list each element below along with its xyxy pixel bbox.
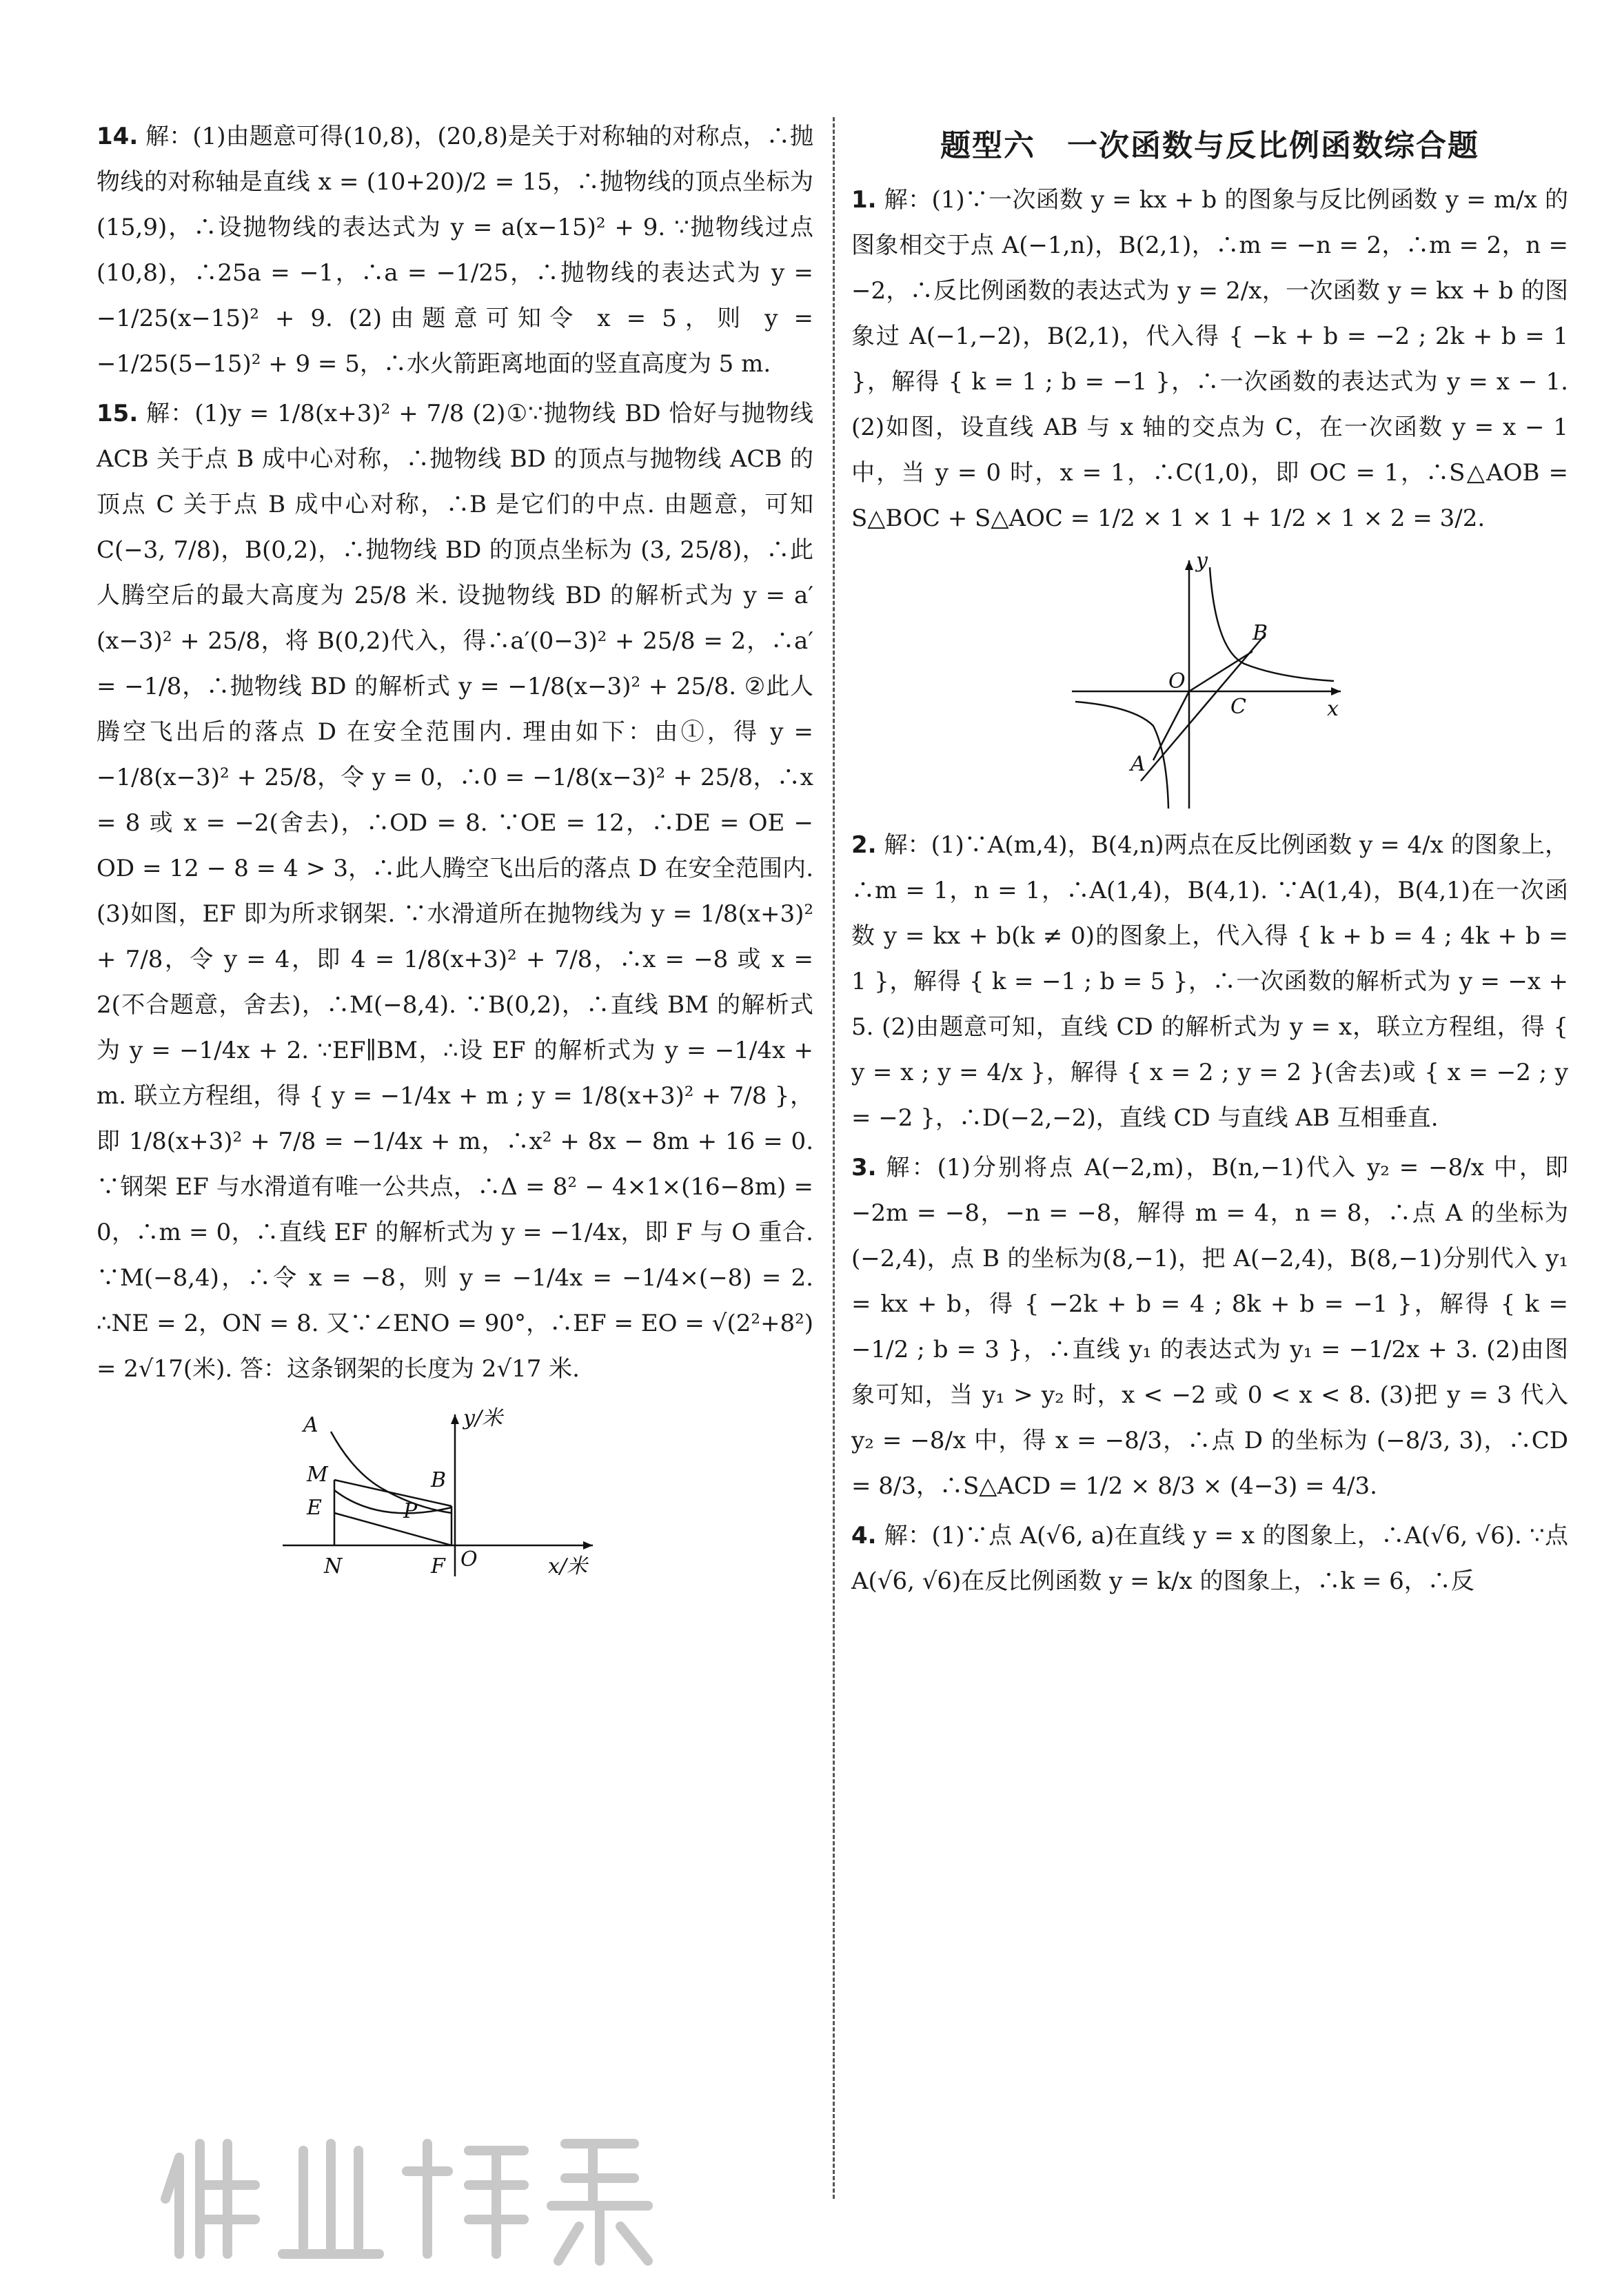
label-m: M xyxy=(307,1463,328,1487)
label-a: A xyxy=(303,1413,318,1437)
label-b: B xyxy=(1253,621,1268,645)
left-column xyxy=(97,114,813,1590)
problem-number: 14. xyxy=(97,123,139,150)
problem-text: 解：(1)∵点 A(√6, a)在直线 y = x 的图象上，∴A(√6, √6). ∵点 A(√6, √6)在反比例函数 y = k/x 的图象上，∴k = 6，∴反 xyxy=(851,1522,1568,1595)
problem-number: 2. xyxy=(851,831,877,859)
problem-4 xyxy=(851,1513,1568,1604)
problem-text: 解：(1)y = 1/8(x+3)² + 7/8 (2)①∵抛物线 BD 恰好与抛物线 ACB 关于点 B 成中心对称，∴抛物线 BD 的顶点与抛物线 ACB 的顶点 C 关于点 B 成中心对称，∴B 是它们的中点. 由题意，可知 C(−3, 7/8)，B(0,2)，∴抛物线 BD 的顶点坐标为 (3, 25/8)，∴此人腾空后的最大高度为 25/8 米. 设抛物线 BD 的解析式为 y = a′(x−3)² + 25/8，将 B(0,2)代入，得∴a′(0−3)² + 25/8 = 2，∴a′ = −1/8，∴抛物线 BD 的解析式 y = −1/8(x−3)² + 25/8. ②此人腾空飞出后的落点 D 在安全范围内. 理由如下：由①，得 y = −1/8(x−3)² + 25/8，令 y = 0，∴0 = −1/8(x−3)² + 25/8，∴x = 8 或 x = −2(舍去)，∴OD = 8. ∵OE = 12，∴DE = OE − OD = 12 − 8 = 4 > 3，∴此人腾空飞出后的落点 D 在安全范围内. (3)如图，EF 即为所求钢架. ∵水滑道所在抛物线为 y = 1/8(x+3)² + 7/8，令 y = 4，即 4 = 1/8(x+3)² + 7/8，∴x = −8 或 x = 2(不合题意，舍去)，∴M(−8,4). ∵B(0,2)，∴直线 BM 的解析式为 y = −1/4x + 2. ∵EF∥BM，∴设 EF 的解析式为 y = −1/4x + m. 联立方程组，得 { y = −1/4x + m ; y = 1/8(x+3)² + 7/8 }，即 1/8(x+3)² + 7/8 = −1/4x + m，∴x² + 8x − 8m + 16 = 0. ∵钢架 EF 与水滑道有唯一公共点，∴Δ = 8² − 4×1×(16−8m) = 0，∴m = 0，∴直线 EF 的解析式为 y = −1/4x，即 F 与 O 重合. ∵M(−8,4)，∴令 x = −8，则 y = −1/4x = −1/4×(−8) = 2. ∴NE = 2，ON = 8. 又∵∠ENO = 90°，∴EF = EO = √(2²+8²) = 2√17(米). 答：这条钢架的长度为 2√17 米. xyxy=(97,400,813,1383)
problem-text: 解：(1)分别将点 A(−2,m)，B(n,−1)代入 y₂ = −8/x 中，即 −2m = −8，−n = −8，解得 m = 4，n = 8，∴点 A 的坐标为(−2,4)，点 B 的坐标为(8,−1)，把 A(−2,4)，B(8,−1)分别代入 y₁ = kx + b，得 { −2k + b = 4 ; 8k + b = −1 }，解得 { k = −1/2 ; b = 3 }，∴直线 y₁ 的表达式为 y₁ = −1/2x + 3. (2)由图象可知，当 y₁ > y₂ 时，x < −2 或 0 < x < 8. (3)把 y = 3 代入 y₂ = −8/x 中，得 x = −8/3，∴点 D 的坐标为 (−8/3, 3)，∴CD = 8/3，∴S△ACD = 1/2 × 8/3 × (4−3) = 4/3. xyxy=(851,1154,1568,1500)
right-column xyxy=(851,114,1568,1608)
label-y-axis: y/米 xyxy=(463,1406,503,1430)
problem-number: 1. xyxy=(851,186,877,214)
label-b: B xyxy=(431,1468,447,1492)
label-f: F xyxy=(431,1554,445,1578)
watermark-logo xyxy=(152,2116,662,2275)
hyperbola-figure xyxy=(1065,553,1355,815)
label-c: C xyxy=(1230,695,1246,719)
problem-number: 4. xyxy=(851,1522,877,1550)
problem-1 xyxy=(851,177,1568,541)
problem-3 xyxy=(851,1145,1568,1509)
problem-15 xyxy=(97,391,813,1392)
problem-text: 解：(1)∵A(m,4)，B(4,n)两点在反比例函数 y = 4/x 的图象上，∴m = 1，n = 1，∴A(1,4)，B(4,1). ∵A(1,4)，B(4,1)在一次函数 y = kx + b(k ≠ 0)的图象上，代入得 { k + b = 4 ; 4k + b = 1 }，解得 { k = −1 ; b = 5 }，∴一次函数的解析式为 y = −x + 5. (2)由题意可知，直线 CD 的解析式为 y = x，联立方程组，得 { y = x ; y = 4/x }，解得 { x = 2 ; y = 2 }(舍去)或 { x = −2 ; y = −2 }，∴D(−2,−2)，直线 CD 与直线 AB 互相垂直. xyxy=(851,831,1568,1132)
label-a: A xyxy=(1130,752,1146,776)
label-x: x xyxy=(1327,697,1339,721)
problem-2 xyxy=(851,822,1568,1141)
section-title: 题型六 一次函数与反比例函数综合题 xyxy=(940,128,1479,163)
water-slide-figure xyxy=(276,1404,634,1583)
problem-text: 解：(1)∵一次函数 y = kx + b 的图象与反比例函数 y = m/x 的图象相交于点 A(−1,n)，B(2,1)，∴m = −n = 2，∴m = 2，n = −2，∴反比例函数的表达式为 y = 2/x，一次函数 y = kx + b 的图象过 A(−1,−2)，B(2,1)，代入得 { −k + b = −2 ; 2k + b = 1 }，解得 { k = 1 ; b = −1 }，∴一次函数的表达式为 y = x − 1. (2)如图，设直线 AB 与 x 轴的交点为 C，在一次函数 y = x − 1 中，当 y = 0 时，x = 1，∴C(1,0)，即 OC = 1，∴S△AOB = S△BOC + S△AOC = 1/2 × 1 × 1 + 1/2 × 1 × 2 = 3/2. xyxy=(851,186,1568,532)
problem-number: 3. xyxy=(851,1154,877,1181)
label-n: N xyxy=(324,1554,343,1578)
problem-text: 解：(1)由题意可得(10,8)，(20,8)是关于对称轴的对称点，∴抛物线的对称轴是直线 x = (10+20)/2 = 15，∴抛物线的顶点坐标为(15,9)，∴设抛物线的表达式为 y = a(x−15)² + 9. ∵抛物线过点(10,8)，∴25a = −1，∴a = −1/25，∴抛物线的表达式为 y = −1/25(x−15)² + 9. (2)由题意可知令 x = 5，则 y = −1/25(5−15)² + 9 = 5，∴水火箭距离地面的竖直高度为 5 m. xyxy=(97,123,813,378)
problem-number: 15. xyxy=(97,400,139,427)
label-y: y xyxy=(1196,553,1208,573)
label-p: P xyxy=(403,1499,418,1523)
column-divider xyxy=(833,117,835,2199)
label-e: E xyxy=(307,1496,322,1520)
label-x-axis: x/米 xyxy=(548,1554,588,1578)
problem-14 xyxy=(97,114,813,387)
label-o: O xyxy=(1168,669,1186,693)
label-o: O xyxy=(460,1547,478,1572)
